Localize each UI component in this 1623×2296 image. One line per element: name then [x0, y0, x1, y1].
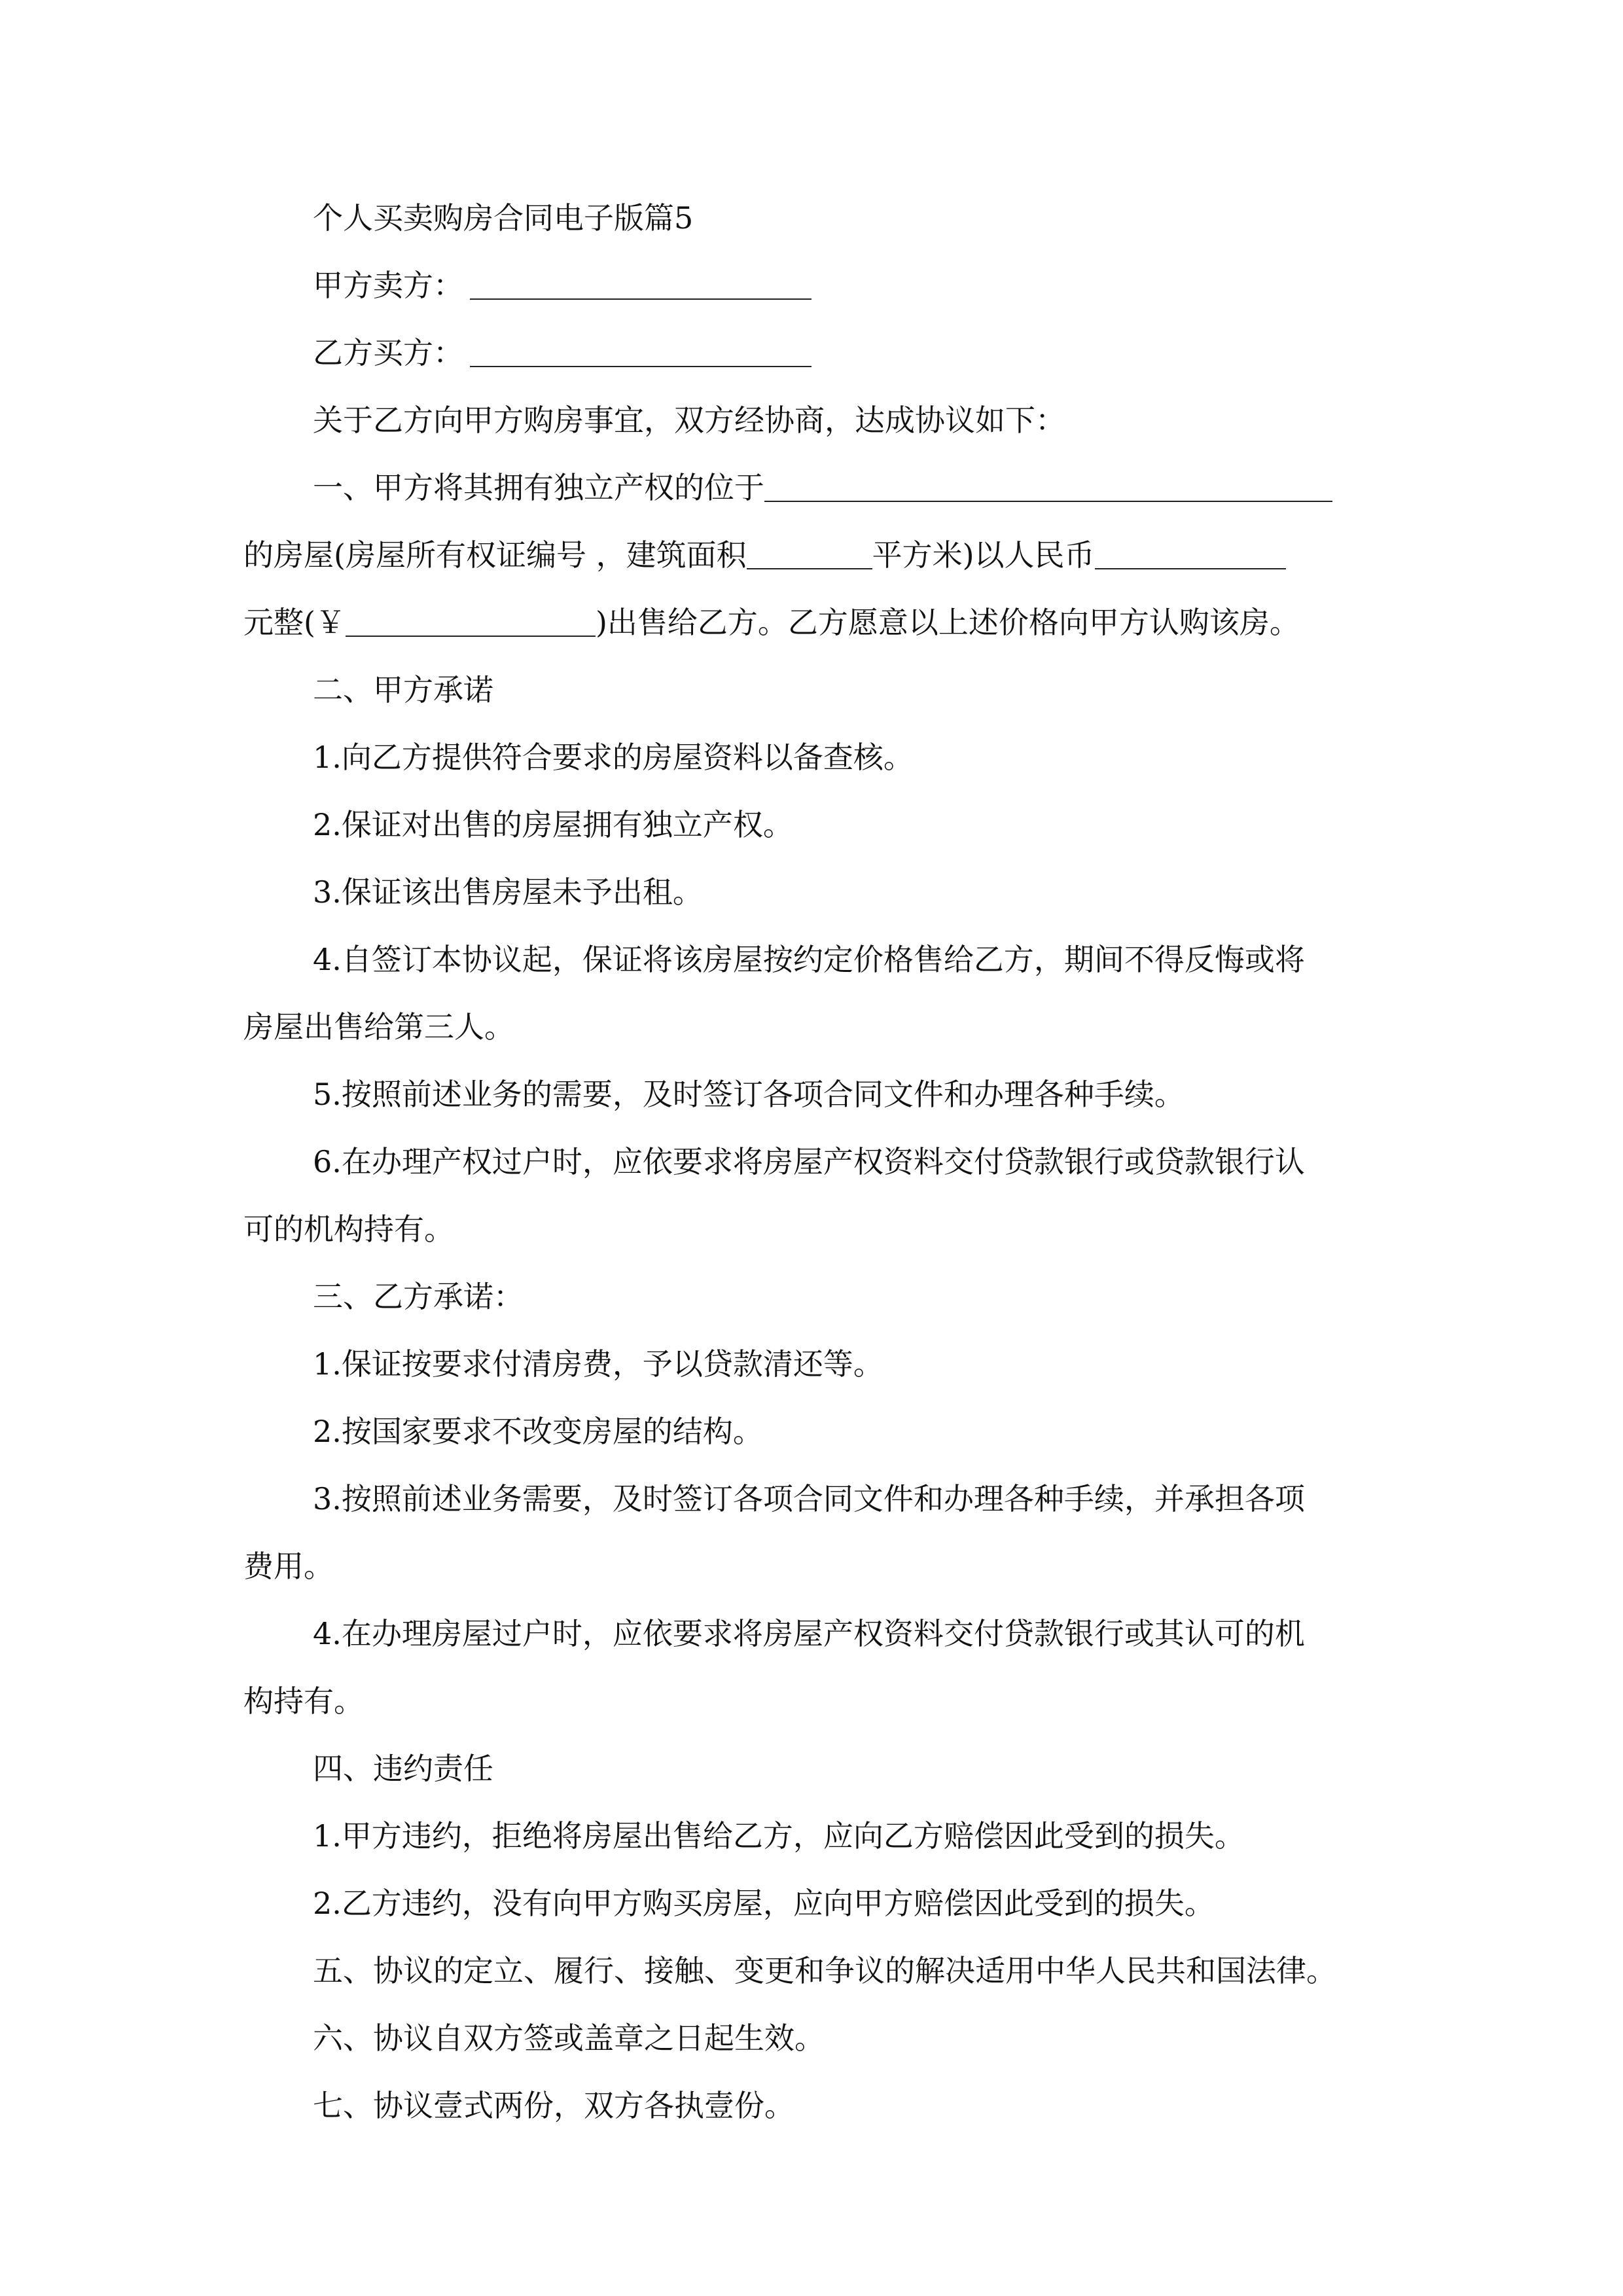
section4-item2: 2.乙方违约，没有向甲方购买房屋，应向甲方赔偿因此受到的损失。 — [313, 1886, 1215, 1921]
section7-paragraph: 七、协议壹式两份，双方各执壹份。 — [313, 2088, 794, 2123]
section3-item4-line2: 构持有。 — [243, 1683, 364, 1719]
section3-item3-line1: 3.按照前述业务需要，及时签订各项合同文件和办理各种手续，并承担各项 — [313, 1481, 1305, 1516]
clause1-text: 一、甲方将其拥有独立产权的位于 — [313, 470, 764, 505]
intro-paragraph: 关于乙方向甲方购房事宜，双方经协商，达成协议如下： — [313, 403, 1065, 438]
clause1-part3: 元整(￥ — [243, 605, 346, 640]
section2-item4-line2: 房屋出售给第三人。 — [243, 1009, 514, 1045]
yen-amount-blank[interactable] — [346, 605, 596, 637]
party-b-label: 乙方买方： — [313, 335, 463, 370]
section2-item6-line2: 可的机构持有。 — [243, 1211, 454, 1247]
location-blank[interactable] — [764, 471, 1332, 502]
document-page — [243, 185, 1395, 2140]
section2-item3: 3.保证该出售房屋未予出租。 — [313, 874, 703, 910]
clause1-line2 — [243, 522, 1395, 589]
section2-heading: 二、甲方承诺 — [313, 672, 493, 708]
section2-item6-line1: 6.在办理产权过户时，应依要求将房屋产权资料交付贷款银行或贷款银行认 — [313, 1144, 1305, 1179]
price-blank[interactable] — [1095, 538, 1286, 569]
clause1-part4: )出售给乙方。乙方愿意以上述价格向甲方认购该房。 — [595, 605, 1300, 640]
section3-item1: 1.保证按要求付清房费，予以贷款清还等。 — [313, 1346, 883, 1382]
party-b-blank[interactable] — [470, 336, 812, 367]
area-blank[interactable] — [747, 538, 872, 569]
section2-item1: 1.向乙方提供符合要求的房屋资料以备查核。 — [313, 740, 914, 775]
clause1-part2: 平方米)以人民币 — [872, 537, 1095, 573]
section2-item5: 5.按照前述业务的需要，及时签订各项合同文件和办理各种手续。 — [313, 1077, 1185, 1112]
section4-heading: 四、违约责任 — [313, 1751, 493, 1786]
document-title: 个人买卖购房合同电子版篇5 — [313, 200, 694, 236]
clause1-line1 — [243, 454, 1395, 522]
section6-paragraph: 六、协议自双方签或盖章之日起生效。 — [313, 2020, 825, 2056]
party-a-line — [243, 252, 1395, 319]
party-a-label: 甲方卖方： — [313, 268, 463, 303]
clause1-line3 — [243, 589, 1395, 656]
section2-item4-line1: 4.自签订本协议起，保证将该房屋按约定价格售给乙方，期间不得反悔或将 — [313, 942, 1305, 977]
section3-item2: 2.按国家要求不改变房屋的结构。 — [313, 1414, 763, 1449]
section4-item1: 1.甲方违约，拒绝将房屋出售给乙方，应向乙方赔偿因此受到的损失。 — [313, 1818, 1245, 1854]
party-a-blank[interactable] — [470, 268, 812, 300]
section3-item4-line1: 4.在办理房屋过户时，应依要求将房屋产权资料交付贷款银行或其认可的机 — [313, 1616, 1305, 1651]
clause1-part1: 的房屋(房屋所有权证编号 ，建筑面积 — [243, 537, 747, 573]
section3-item3-line2: 费用。 — [243, 1549, 334, 1584]
section2-item2: 2.保证对出售的房屋拥有独立产权。 — [313, 807, 793, 842]
section3-heading: 三、乙方承诺： — [313, 1279, 524, 1314]
party-b-line — [243, 319, 1395, 387]
section5-paragraph: 五、协议的定立、履行、接触、变更和争议的解决适用中华人民共和国法律。 — [313, 1953, 1336, 1988]
